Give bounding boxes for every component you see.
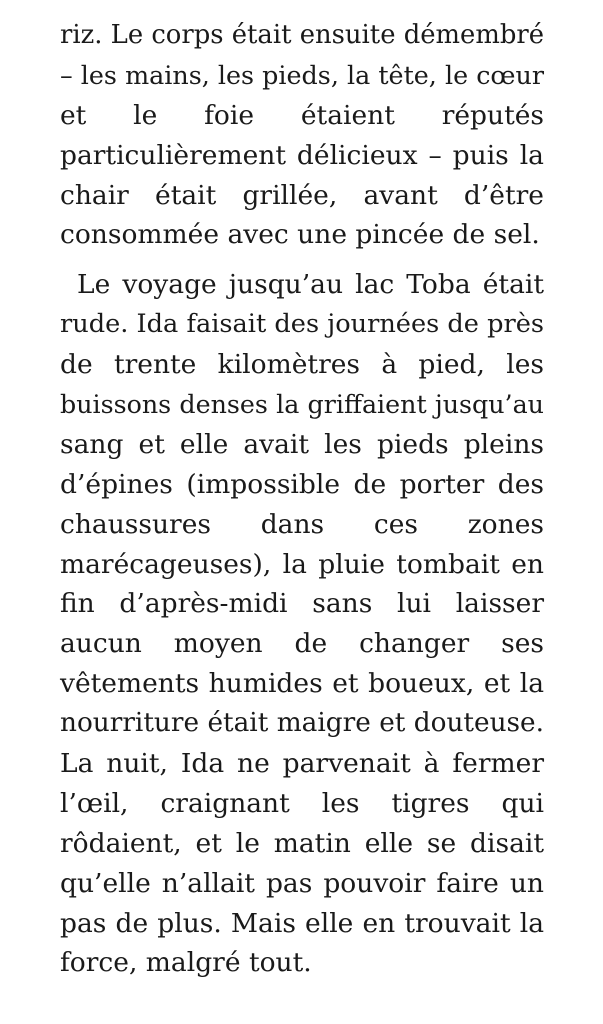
text-line: fin d’après-midi sans lui laisser [60,588,544,620]
text-line: force, malgré tout. [60,947,312,979]
text-line: La nuit, Ida ne parvenait à fermer [60,748,544,780]
text-line: rôdaient, et le matin elle se disait [60,827,544,859]
text-line: aucun moyen de changer ses [60,628,544,660]
text-line: sang et elle avait les pieds pleins [60,428,544,460]
text-line: – les mains, les pieds, la tête, le cœur [60,59,544,90]
text-line: rude. Ida faisait des journées de près [60,309,544,340]
text-line: qu’elle n’allait pas pouvoir faire un [60,867,544,899]
text-line: consommée avec une pincée de sel. [60,219,540,251]
text-line: particulièrement délicieux – puis la [60,139,544,171]
text-line: chair était grillée, avant d’être [60,179,544,211]
text-line: buissons denses la griffaient jusqu’au [60,389,544,420]
paragraph [60,16,544,255]
text-line: l’œil, craignant les tigres qui [60,787,544,819]
text-line: vêtements humides et boueux, et la [60,668,544,700]
text-line: de trente kilomètres à pied, les [60,349,544,381]
text-line: marécageuses), la pluie tombait en [60,548,544,580]
text-line: chaussures dans ces zones [60,508,544,540]
text-line: et le foie étaient réputés [60,99,544,131]
text-line: riz. Le corps était ensuite démembré [60,20,545,50]
text-line: d’épines (impossible de porter des [60,468,544,500]
reader-page [60,16,544,983]
text-line: Le voyage jusqu’au lac Toba était [77,269,544,301]
text-line: nourriture était maigre et douteuse. [60,708,544,739]
paragraph [60,265,544,983]
text-line: pas de plus. Mais elle en trouvait la [60,907,544,939]
